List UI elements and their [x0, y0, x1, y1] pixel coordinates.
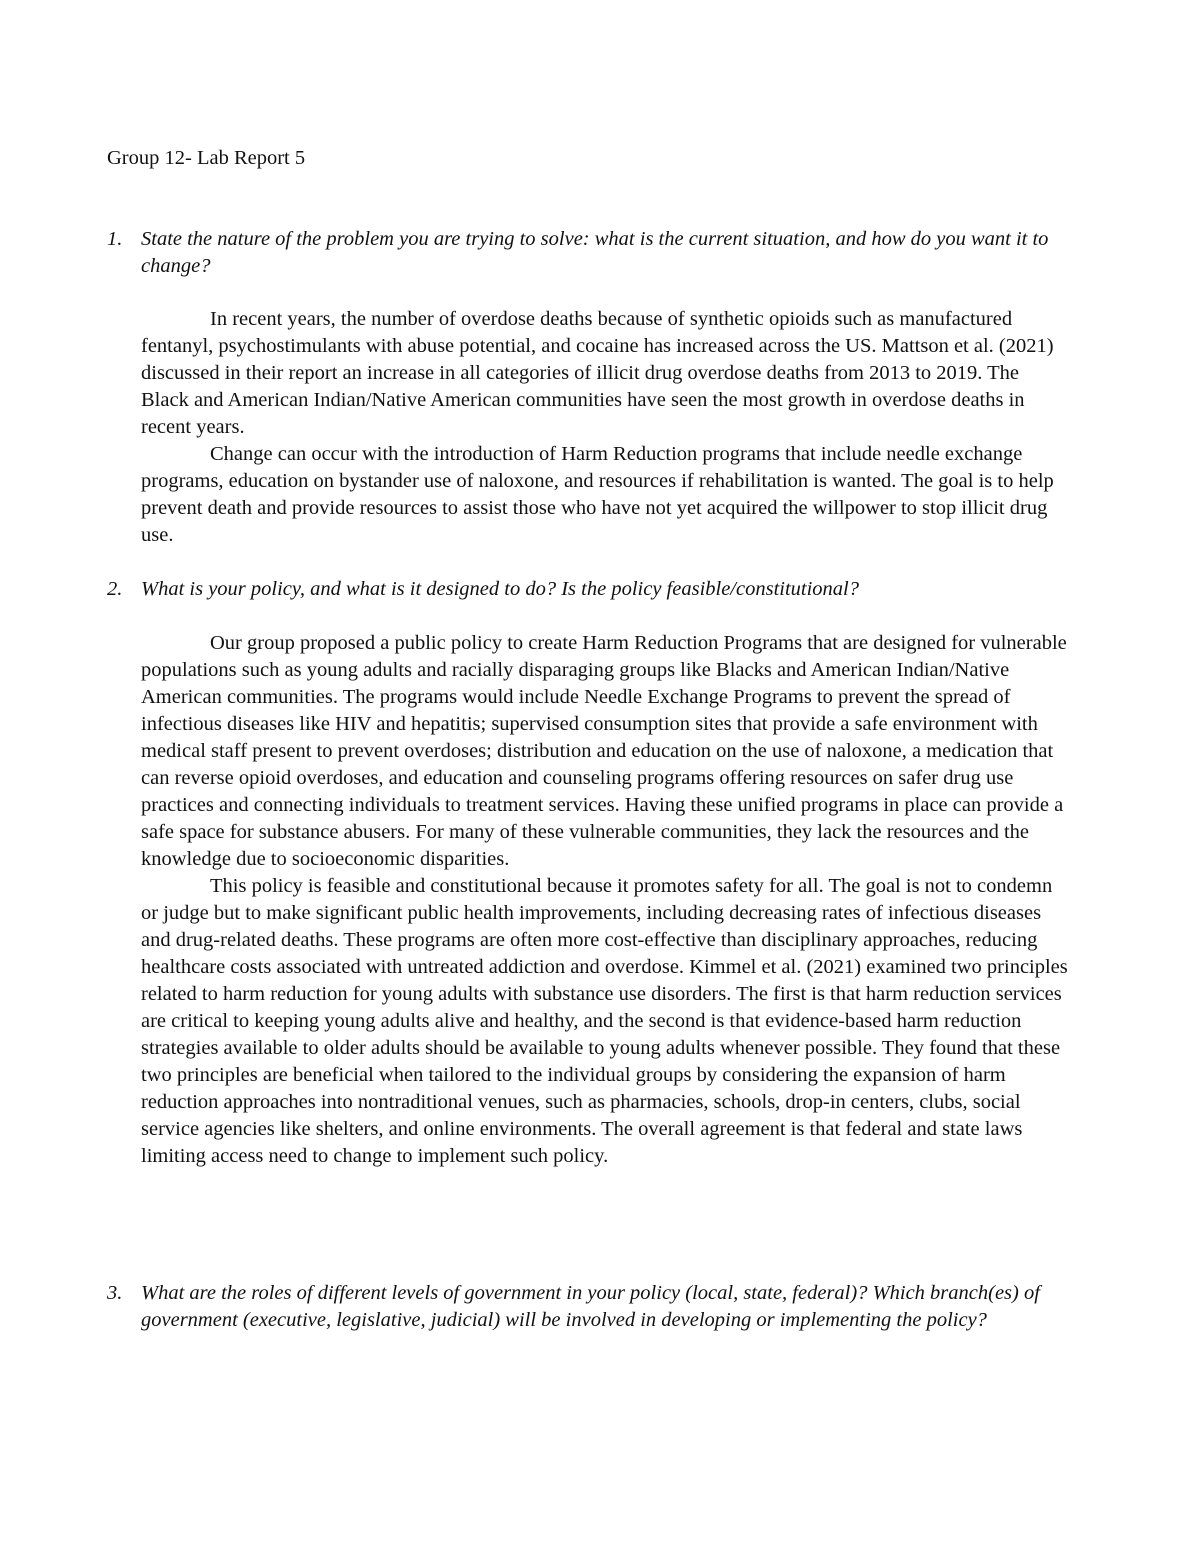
question-2-text: What is your policy, and what is it designed to do? Is the policy feasible/constitutional?	[141, 578, 860, 600]
question-1-text: State the nature of the problem you are trying to solve: what is the current situation, and how do you want it to change?	[141, 228, 1049, 277]
question-3-number: 3.	[107, 1282, 123, 1304]
question-3	[107, 1280, 1067, 1334]
document-title: Group 12- Lab Report 5	[107, 147, 306, 169]
question-2	[107, 576, 1067, 603]
question-1	[107, 226, 1067, 280]
answer-2	[141, 630, 1071, 1170]
answer-1	[141, 306, 1071, 549]
question-2-number: 2.	[107, 578, 123, 600]
answer-2-paragraph-2: This policy is feasible and constitutional because it promotes safety for all. The goal is not to condemn or judge but to make significant public health improvements, including decreasing rates of infectious diseases and drug-related deaths. These programs are often more cost-effective than disciplinary approaches, reducing healthcare costs associated with untreated addiction and overdose. Kimmel et al. (2021) examined two principles related to harm reduction for young adults with substance use disorders. The first is that harm reduction services are critical to keeping young adults alive and healthy, and the second is that evidence-based harm reduction strategies available to older adults should be available to young adults whenever possible. They found that these two principles are beneficial when tailored to the individual groups by considering the expansion of harm reduction approaches into nontraditional venues, such as pharmacies, schools, drop-in centers, clubs, social service agencies like shelters, and online environments. The overall agreement is that federal and state laws limiting access need to change to implement such policy.	[141, 875, 1068, 1167]
answer-1-paragraph-2: Change can occur with the introduction of Harm Reduction programs that include needle exchange programs, education on bystander use of naloxone, and resources if rehabilitation is wanted. The goal is to help prevent death and provide resources to assist those who have not yet acquired the willpower to stop illicit drug use.	[141, 443, 1054, 546]
question-3-text: What are the roles of different levels of government in your policy (local, state, federal)? Which branch(es) of government (executive, legislative, judicial) will be involved in developing or implementing the policy?	[141, 1282, 1040, 1331]
answer-1-paragraph-1: In recent years, the number of overdose deaths because of synthetic opioids such as manufactured fentanyl, psychostimulants with abuse potential, and cocaine has increased across the US. Mattson et al. (2021) discussed in their report an increase in all categories of illicit drug overdose deaths from 2013 to 2019. The Black and American Indian/Native American communities have seen the most growth in overdose deaths in recent years.	[141, 308, 1054, 438]
answer-2-paragraph-1: Our group proposed a public policy to create Harm Reduction Programs that are designed for vulnerable populations such as young adults and racially disparaging groups like Blacks and American Indian/Native American communities. The programs would include Needle Exchange Programs to prevent the spread of infectious diseases like HIV and hepatitis; supervised consumption sites that provide a safe environment with medical staff present to prevent overdoses; distribution and education on the use of naloxone, a medication that can reverse opioid overdoses, and education and counseling programs offering resources on safer drug use practices and connecting individuals to treatment services. Having these unified programs in place can provide a safe space for substance abusers. For many of these vulnerable communities, they lack the resources and the knowledge due to socioeconomic disparities.	[141, 632, 1067, 870]
question-1-number: 1.	[107, 228, 123, 250]
